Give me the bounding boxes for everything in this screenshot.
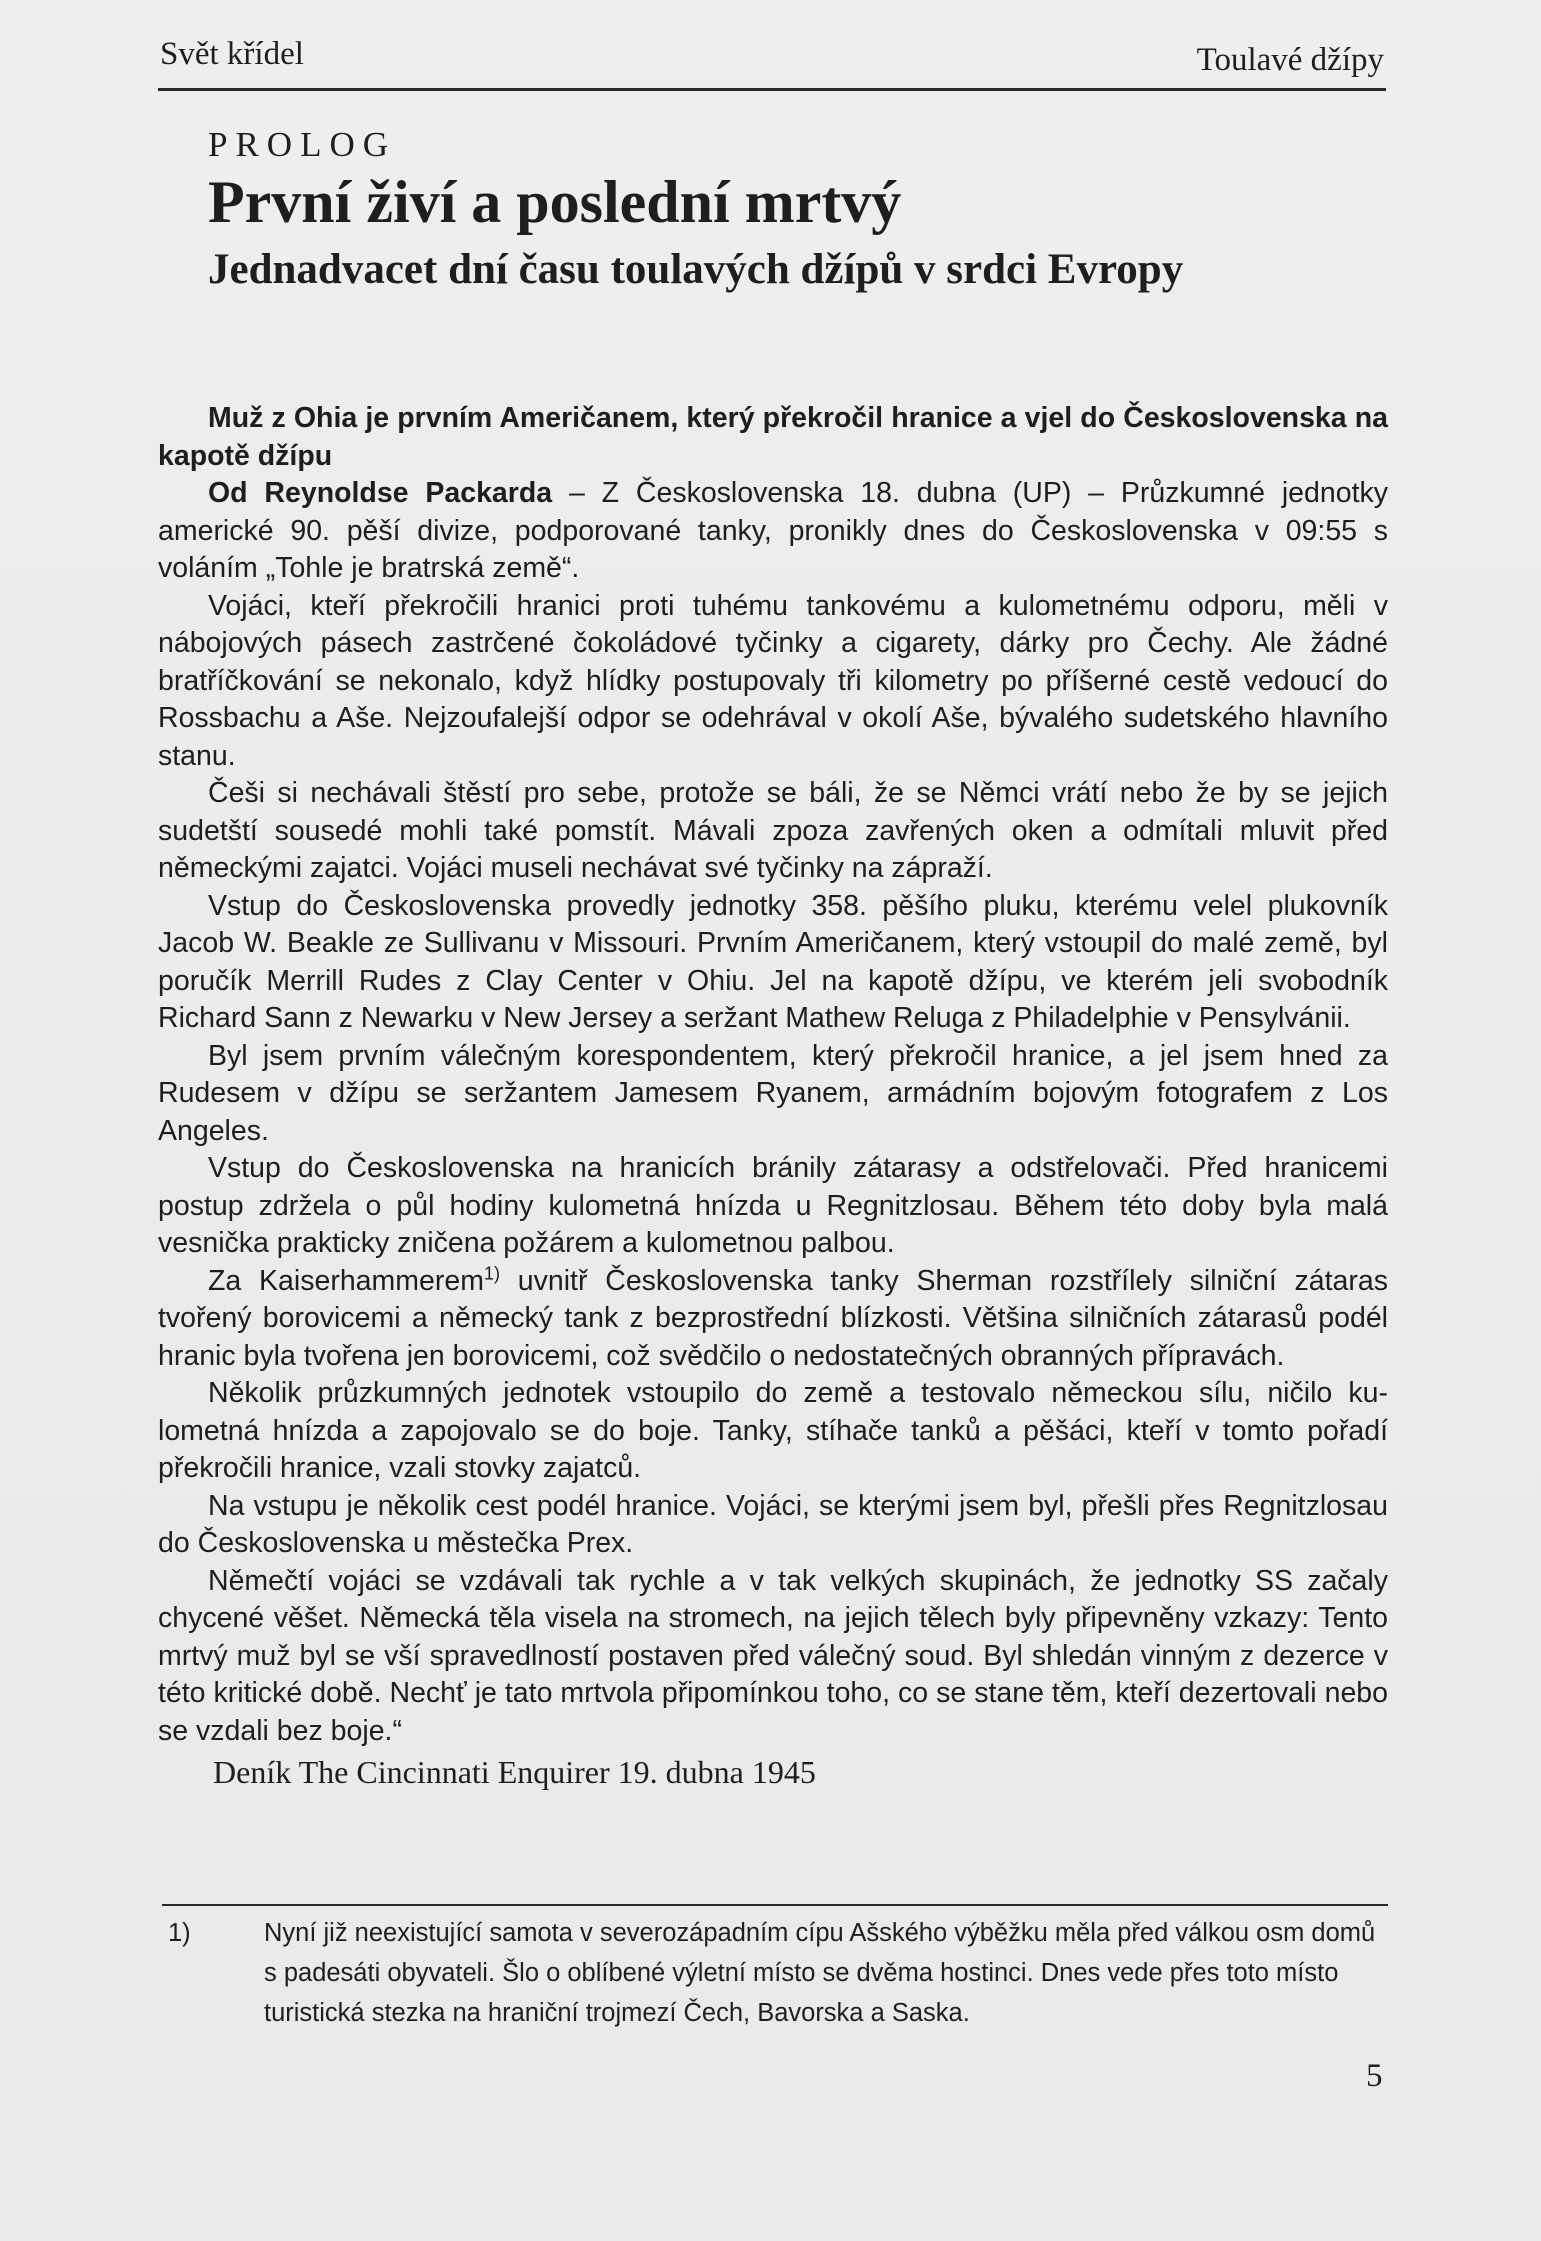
article-lead: Muž z Ohia je prvním Američanem, který překročil hranice a vjel do Československa na kapotě džípu <box>158 402 1388 472</box>
paragraph: Byl jsem prvním válečným korespondentem, který překročil hranice, a jel jsem hned za Rudesem v džípu se seržantem Jamesem Ryanem, armádním bojovým fotografem z Los Angeles. <box>158 1039 1388 1147</box>
footnote-text: Nyní již neexistující samota v severozápadním cípu Ašského výběžku měla před válkou osm domů s padesáti obyvateli. Šlo o oblíbené výletní místo se dvěma hostinci. Dnes vede přes toto místo turistická stezka na hraniční trojmezí Čech, Bavorska a Saska. <box>264 1919 1376 2027</box>
byline-author: Od Reynoldse Packarda <box>208 477 553 509</box>
chapter-subtitle: Jednadvacet dní času toulavých džípů v srdci Evropy <box>208 246 1184 293</box>
paragraph-text: Za Kaiserhammerem <box>208 1264 484 1297</box>
article-body <box>158 400 1388 1794</box>
byline-text: – Z Československa 18. dubna (UP) – Průzkumné jednotky americké 90. pěší divize, podporované tanky, pronikly dnes do Československa v 09:55 s voláním „Tohle je bratrská země“. <box>158 477 1388 584</box>
paragraph: Češi si nechávali štěstí pro sebe, protože se báli, že se Němci vrátí nebo že by se jejich sudetští sousedé mohli také pomstít. Mávali zpoza zavřených oken a odmítali mluvit před německými zajatci. Vojáci museli nechávat své tyčinky na zápraží. <box>158 777 1388 884</box>
running-header <box>158 30 1386 91</box>
article-byline-paragraph <box>158 475 1388 588</box>
paragraph: Na vstupu je několik cest podél hranice. Vojáci, se kterými jsem byl, přešli přes Regnitzlosau do Československa u městečka Prex. <box>158 1489 1388 1559</box>
footnote-divider <box>162 1904 1388 1906</box>
header-chapter-title: Toulavé džípy <box>1196 42 1384 78</box>
header-book-title: Svět křídel <box>160 36 304 72</box>
paragraph-text: uvnitř Československa tanky Sherman rozstřílely silniční zátaras tvořený borovicemi a německý tank z bezprostřední blízkosti. Většina silničních zátarasů podél hranic byla tvořena jen borovicemi, což svědčilo o nedostatečných obranných přípravách. <box>158 1264 1388 1372</box>
paragraph: Vstup do Československa provedly jednotky 358. pěšího pluku, kterému velel plukovník Jacob W. Beakle ze Sullivanu v Missouri. Prvním Američanem, který vstoupil do malé země, byl poručík Merrill Rudes z Clay Center v Ohiu. Jel na kapotě džípu, ve kterém jeli svobodník Richard Sann z Newarku v New Jersey a seržant Mathew Reluga z Philadelphie v Pensylvánii. <box>158 889 1388 1034</box>
paragraph-with-footnote <box>158 1263 1388 1376</box>
paragraph: Několik průzkumných jednotek vstoupilo do země a testovalo německou sílu, ničilo kulometná hnízda a zapojovalo se do boje. Tanky, stíhače tanků a pěšáci, kteří v tomto pořadí překročili hranice, vzali stovky zajatců. <box>158 1377 1388 1484</box>
page-number: 5 <box>1366 2058 1383 2094</box>
footnote-reference[interactable]: 1) <box>483 1263 500 1283</box>
section-kicker: PROLOG <box>208 125 397 164</box>
paragraph: Vstup do Československa na hranicích bránily zátarasy a odstřelovači. Před hranicemi postup zdržela o půl hodiny kulometná hnízda u Regnitzlosau. Během této doby byla malá vesnička prakticky zničena požárem a kulometnou palbou. <box>158 1152 1388 1259</box>
footnote-number: 1) <box>168 1919 191 1947</box>
paragraph: Vojáci, kteří překročili hranici proti tuhému tankovému a kulometnému odporu, měli v nábojových pásech zastrčené čokoládové tyčinky a cigarety, dárky pro Čechy. Ale žádné bratříčkování se nekonalo, když hlídky postupovaly tři kilometry po příšerné cestě vedoucí do Rossbachu a Aše. Nejzoufalejší odpor se odehrával v okolí Aše, bývalého sudetského hlavního stanu. <box>158 589 1388 772</box>
article-source: Deník The Cincinnati Enquirer 19. dubna 1945 <box>213 1754 816 1790</box>
chapter-title: První živí a poslední mrtvý <box>208 169 902 235</box>
paragraph: Němečtí vojáci se vzdávali tak rychle a v tak velkých skupinách, že jednotky SS začaly chycené věšet. Německá těla visela na stromech, na jejich tělech byly připevněny vzkazy: Tento mrtvý muž byl se vší spravedlností postaven před válečný soud. Byl shledán vinným z dezerce v této kritické době. Nechť je tato mrtvola připomínkou toho, co se stane těm, kteří dezertovali nebo se vzdali bez boje.“ <box>158 1564 1388 1747</box>
